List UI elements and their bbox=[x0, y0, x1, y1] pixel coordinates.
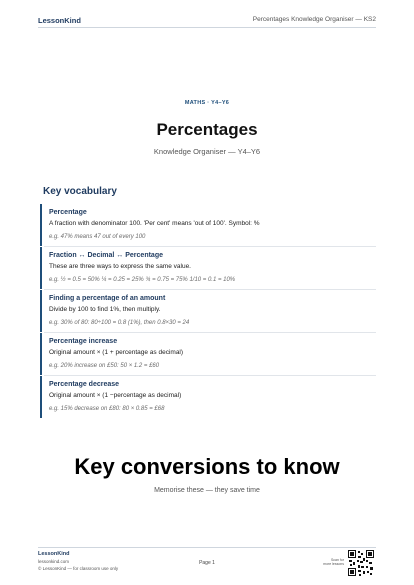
vocab-example: e.g. 20% increase on £50: 50 × 1.2 = £60 bbox=[49, 363, 160, 369]
vocab-definition: Divide by 100 to find 1%, then multiply. bbox=[49, 306, 161, 313]
vocabulary-list bbox=[40, 204, 376, 418]
vocab-example: e.g. 47% means 47 out of every 100 bbox=[49, 234, 146, 240]
header-document-title: Percentages Knowledge Organiser — KS2 bbox=[252, 16, 376, 23]
footer-brand: LessonKind bbox=[38, 551, 70, 557]
vocab-item-fdp bbox=[40, 247, 376, 289]
vocab-term: Percentage increase bbox=[49, 338, 118, 345]
vocab-term: Percentage bbox=[49, 209, 87, 216]
vocab-item-percentage-increase bbox=[40, 333, 376, 375]
vocab-definition: Original amount × (1 + percentage as decimal) bbox=[49, 349, 184, 356]
page-header bbox=[0, 0, 414, 42]
conversions-subtitle: Memorise these — they save time bbox=[154, 487, 260, 494]
qr-caption-line: more lessons bbox=[323, 562, 344, 566]
vocab-term: Finding a percentage of an amount bbox=[49, 295, 166, 302]
page-number: Page 1 bbox=[199, 560, 215, 566]
qr-caption bbox=[316, 558, 344, 566]
footer-website-link[interactable]: lessonkind.com bbox=[38, 559, 70, 564]
header-divider bbox=[38, 27, 376, 28]
vocab-term: Percentage decrease bbox=[49, 381, 120, 388]
qr-code-icon[interactable] bbox=[348, 550, 374, 576]
conversions-heading: Key conversions to know bbox=[74, 454, 340, 479]
header-brand[interactable]: LessonKind bbox=[38, 16, 81, 25]
footer-copyright: © LessonKind — for classroom use only bbox=[38, 566, 119, 571]
vocab-example: e.g. ½ = 0.5 = 50% ¼ = 0.25 = 25% ¾ = 0.75 = 75% 1/10 = 0.1 = 10% bbox=[49, 277, 236, 283]
vocab-example: e.g. 30% of 80: 80÷100 = 0.8 (1%), then 0.8×30 = 24 bbox=[49, 320, 190, 326]
vocab-item-percentage-decrease bbox=[40, 376, 376, 418]
qr-caption-line: Scan for bbox=[330, 558, 344, 562]
vocab-item-percentage bbox=[40, 204, 376, 246]
vocab-example: e.g. 15% decrease on £80: 80 × 0.85 = £68 bbox=[49, 406, 165, 412]
page-subtitle: Knowledge Organiser — Y4–Y6 bbox=[153, 147, 261, 156]
vocab-definition: Original amount × (1 −percentage as decimal) bbox=[49, 392, 182, 399]
vocabulary-heading: Key vocabulary bbox=[43, 186, 117, 197]
footer-divider bbox=[38, 547, 376, 548]
vocab-definition: These are three ways to express the same value. bbox=[49, 263, 191, 270]
vocab-item-percentage-of-amount bbox=[40, 290, 376, 332]
vocab-term: Fraction ↔ Decimal ↔ Percentage bbox=[49, 252, 163, 259]
page-title: Percentages bbox=[156, 120, 258, 139]
subject-kicker: MATHS · Y4–Y6 bbox=[184, 100, 230, 106]
vocab-definition: A fraction with denominator 100. 'Per cent' means 'out of 100'. Symbol: % bbox=[49, 220, 260, 227]
